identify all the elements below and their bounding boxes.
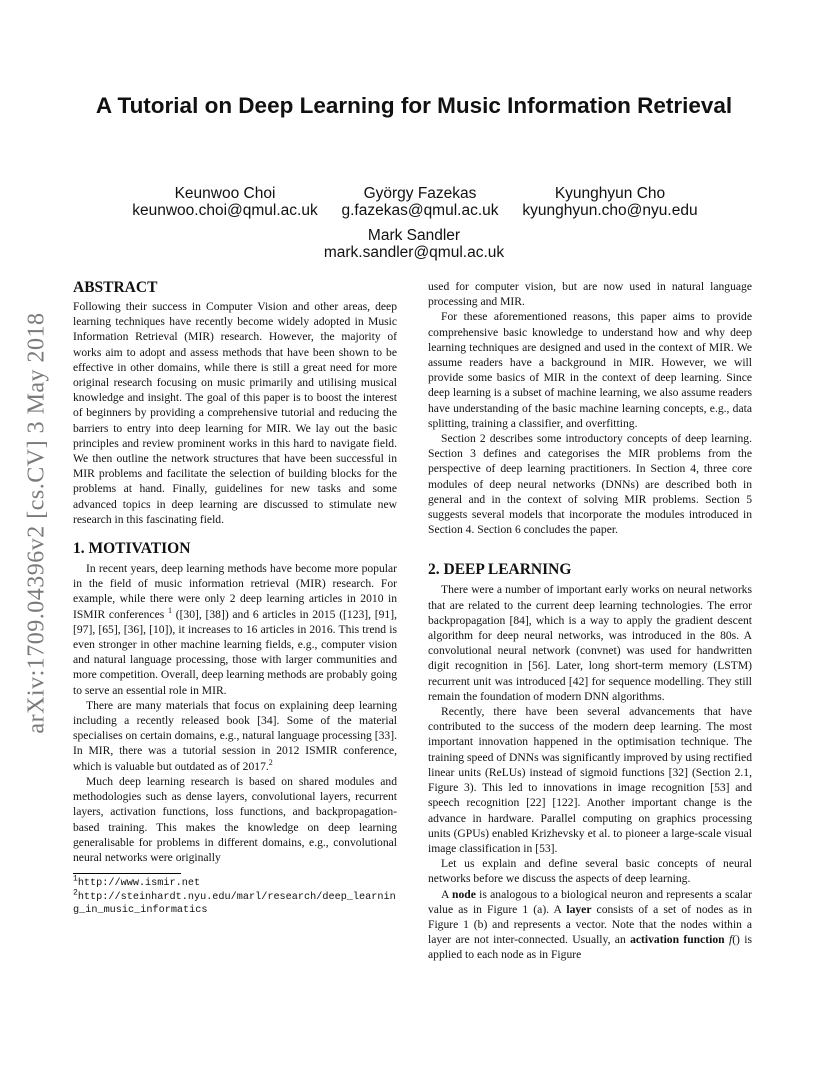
author-email: mark.sandler@qmul.ac.uk [323, 244, 505, 261]
author-2 [310, 185, 530, 219]
author-name: Mark Sandler [367, 227, 461, 244]
author-3 [500, 185, 720, 219]
reasons-paragraph: For these aforementioned reasons, this paper aims to provide comprehensive basic knowledge to understand how and why deep learning techniques are designed and used in the context of MIR. We assume readers have a background in MIR. However, we will provide some basics of MIR in the context of deep learning. Since deep learning is a subset of machine learning, we also assume readers have understanding of the basic machine learning concepts, e.g., data splitting, training a classifier, and overfitting. [428, 310, 752, 430]
arxiv-identifier: arXiv:1709.04396v2 [cs.CV] 3 May 2018 [23, 311, 50, 734]
motivation-paragraph-3: Much deep learning research is based on shared modules and methodologies such as dense layers, convolutional layers, recurrent layers, activation functions, loss functions, and backpropagation-based training. This makes the knowledge on deep learning generalisable for problems in different domains, e.g., convolutional neural networks were originally [73, 774, 397, 864]
deep-learning-paragraph-4: A node is analogous to a biological neuron and represents a scalar value as in Figure 1 (a). A layer consists of a set of nodes as in Figure 1 (b) and represents a vector. Note that the nodes within a layer are not inter-connected. Usually, an activation function f() is applied to each node as in Figure [428, 887, 752, 962]
author-name: György Fazekas [363, 185, 477, 202]
author-1 [110, 185, 340, 219]
motivation-paragraph-1: In recent years, deep learning methods have become more popular in the field of music information retrieval (MIR) research. For example, while there were only 2 deep learning articles in 2010 in ISMIR conferences $^1$ ([30], [38]) and 6 articles in 2015 ([123], [91], [97], [65], [36], [10]), it increases to 16 articles in 2016. This trend is even stronger in other machine learning fields, e.g., computer vision and natural language processing, those with larger communities and more competition. Overall, deep learning methods are probably going to serve an essential role in MIR. [73, 562, 397, 697]
paper-title: A Tutorial on Deep Learning for Music Information Retrieval [95, 93, 733, 118]
author-email: keunwoo.choi@qmul.ac.uk [132, 202, 318, 219]
left-column [73, 279, 397, 918]
term-layer: layer [566, 902, 592, 916]
right-column [428, 279, 752, 963]
motivation-paragraph-2: There are many materials that focus on explaining deep learning including a recently released book [34]. Some of the material specialises on certain domains, e.g., natural language processing [33]. In MIR, there was a tutorial session in 2012 ISMIR conference, which is valuable but outdated as of 2017.$^2$ [73, 698, 397, 773]
footnote-ref-2: 2 [268, 757, 273, 767]
section-2-heading: 2. DEEP LEARNING [428, 561, 572, 579]
author-name: Kyunghyun Cho [554, 185, 666, 202]
author-name: Keunwoo Choi [174, 185, 276, 202]
outline-paragraph: Section 2 describes some introductory concepts of deep learning. Section 3 defines and categorises the MIR problems from the perspective of deep learning practitioners. In Section 4, three core modules of deep neural networks (DNNs) are described both in general and in the context of solving MIR problems. Section 5 suggests several models that incorporate the modules introduced in Section 4. Section 6 concludes the paper. [428, 432, 752, 537]
continued-paragraph: used for computer vision, but are now used in natural language processing and MIR. [428, 280, 752, 309]
deep-learning-paragraph-2: Recently, there have been several advancements that have contributed to the success of the modern deep learning. The most important innovation happened in the optimisation technique. The training speed of DNNs was significantly improved by using rectified linear units (ReLUs) instead of sigmoid functions [32] (Section 2.1, Figure 3). This led to innovations in image recognition [53] and speech recognition [22] [122]. Another important change is the advance in hardware. Parallel computing on graphics processing units (GPUs) enabled Krizhevsky et al. to pioneer a large-scale visual image classification in [53]. [428, 705, 752, 855]
term-node: node [452, 887, 476, 901]
author-4 [300, 227, 528, 261]
abstract-text: Following their success in Computer Vision and other areas, deep learning techniques have recently become widely adopted in Music Information Retrieval (MIR) research. However, the majority of works aim to adopt and assess methods that have been shown to be effective in other domains, while there is still a great need for more original research focusing on music primarily and utilising musical knowledge and insight. The goal of this paper is to boost the interest of beginners by providing a comprehensive tutorial and reducing the barriers to entry into deep learning for MIR. We lay out the basic principles and review prominent works in this hard to navigate field. We then outline the network structures that have been successful in MIR problems and facilitate the selection of building blocks for the problems at hand. Finally, guidelines for new tasks and some advanced topics in deep learning are discussed to stimulate new research in this fascinating field. [73, 300, 397, 526]
term-activation-function: activation function [630, 933, 725, 947]
footnote-1: $^1$http://www.ismir.net [73, 874, 201, 890]
deep-learning-paragraph-1: There were a number of important early works on neural networks that are related to the current deep learning technologies. The error backpropagation [84], which is a way to apply the gradient descent algorithm for deep neural networks, was introduced in the 80s. A convolutional neural network (convnet) was used for handwritten digit recognition in [56]. Later, long short-term memory (LSTM) recurrent unit was introduced [42] for sequence modelling. They still remain the foundation of modern DNN algorithms. [428, 583, 752, 703]
deep-learning-paragraph-3: Let us explain and define several basic concepts of neural networks before we discuss the aspects of deep learning. [428, 857, 752, 886]
author-email: kyunghyun.cho@nyu.edu [522, 202, 698, 219]
footnote-2: $^2$http://steinhardt.nyu.edu/marl/research/deep_learning_in_music_informatics [73, 888, 396, 917]
footnote-ref-1: 1 [168, 605, 172, 615]
author-email: g.fazekas@qmul.ac.uk [341, 202, 499, 219]
footnote-rule [73, 873, 181, 874]
abstract-heading: ABSTRACT [73, 279, 158, 296]
section-1-heading: 1. MOTIVATION [73, 540, 191, 558]
